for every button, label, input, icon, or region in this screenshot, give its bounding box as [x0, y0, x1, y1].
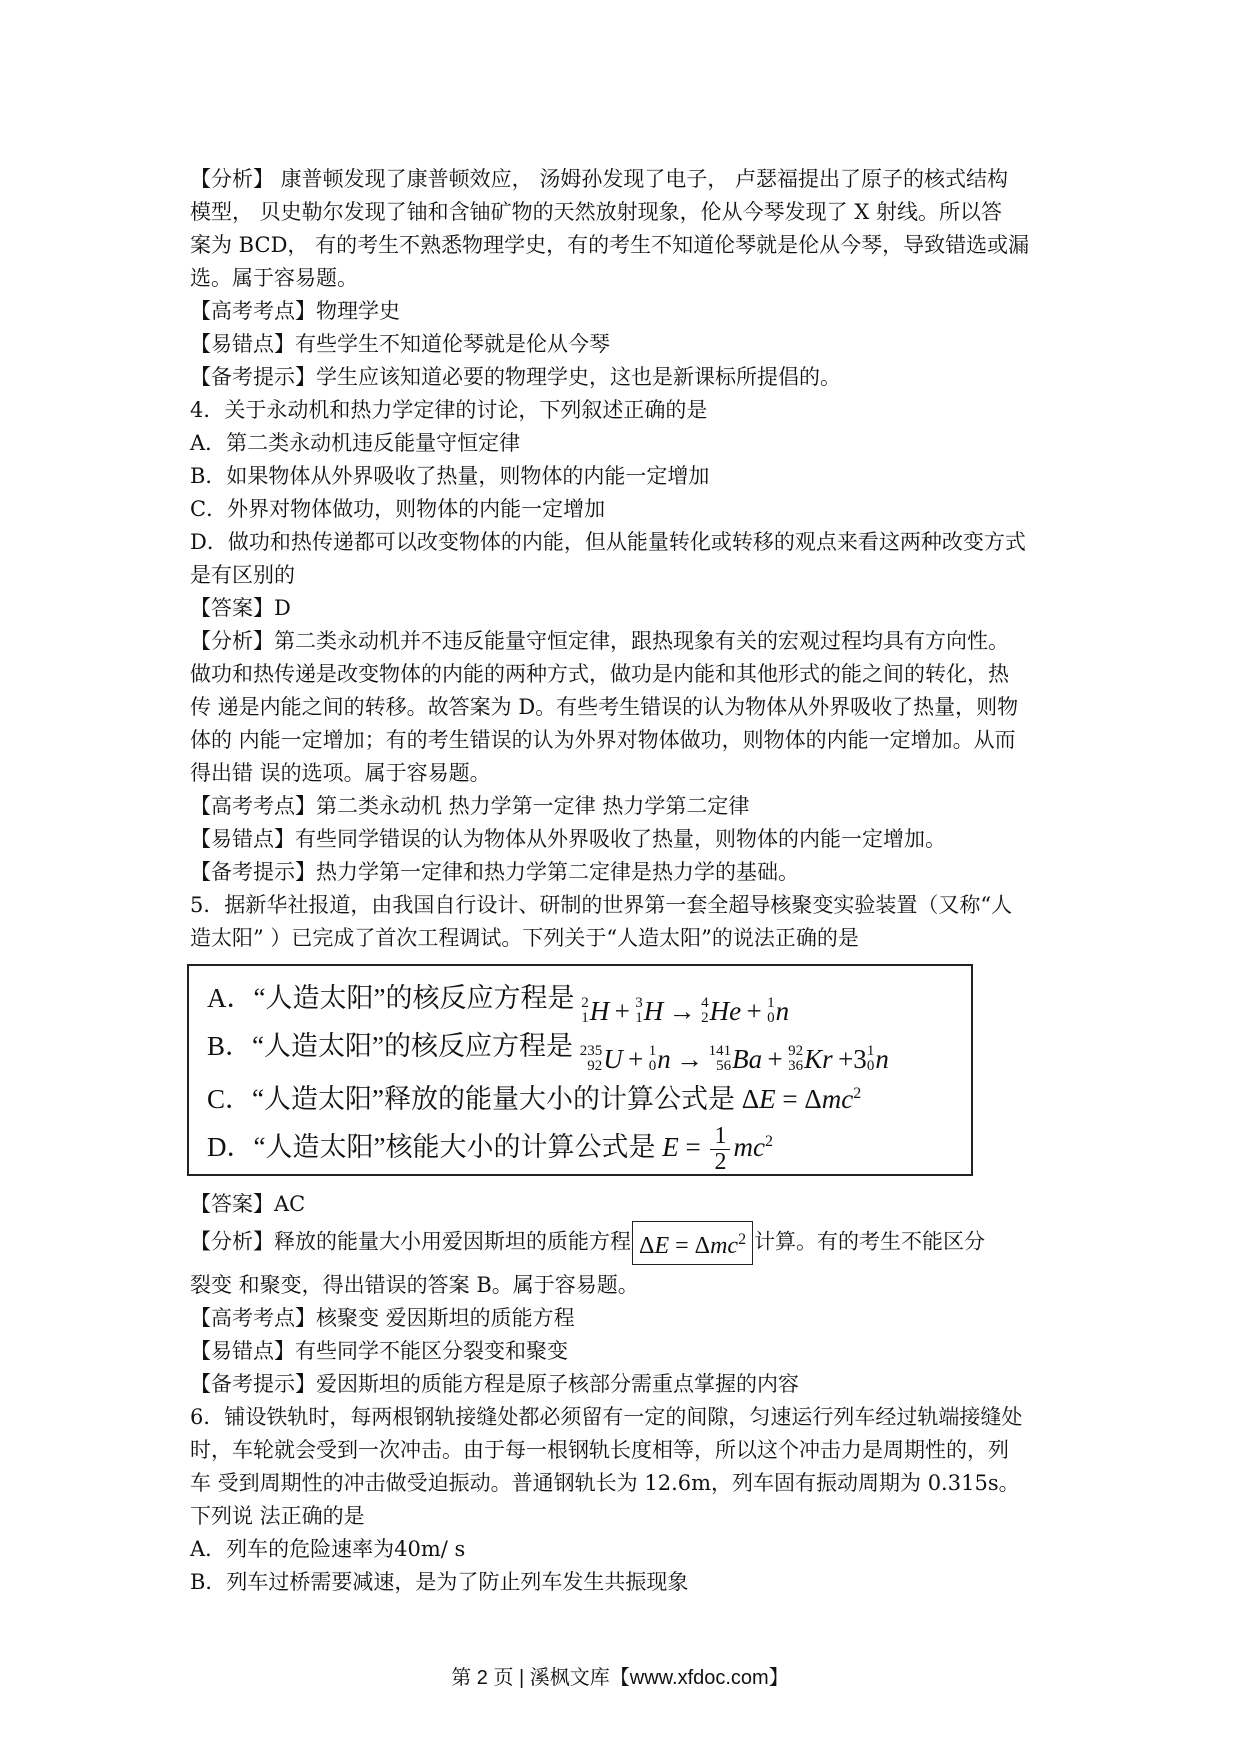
q6-option-b: B．列车过桥需要减速，是为了防止列车发生共振现象 — [190, 1570, 689, 1594]
mass-energy-equation: ΔE = Δmc$^2$ — [741, 1084, 862, 1114]
q4-analysis-line: 得出错 误的选项。属于容易题。 — [190, 761, 491, 785]
q4-analysis-line: 【分析】第二类永动机并不违反能量守恒定律，跟热现象有关的宏观过程均具有方向性。 — [190, 629, 1009, 653]
nuclear-energy-equation: E = $\frac{1}{2}$ $mc^2$ — [662, 1123, 773, 1176]
q4-option-a: A．第二类永动机违反能量守恒定律 — [190, 431, 521, 455]
q4-answer: 【答案】D — [190, 596, 291, 620]
q4-analysis-line: 传 递是内能之间的转移。故答案为 D。有些考生错误的认为物体从外界吸收了热量，则物 — [190, 695, 1019, 719]
page-content — [190, 163, 1052, 1599]
q4-analysis-line: 体的 内能一定增加；有的考生错误的认为外界对物体做功，则物体的内能一定增加。从而 — [190, 728, 1016, 752]
q5-options-box — [187, 964, 973, 1176]
q6-stem-cont: 时，车轮就会受到一次冲击。由于每一根钢轨长度相等，所以这个冲击力是周期性的，列 — [190, 1438, 1009, 1462]
q5-option-a: A．“人造太阳”的核反应方程是 2 1 H + 3 1 H → 4 2 He + 1 0 n — [207, 974, 971, 1022]
q6-stem-cont: 车 受到周期性的冲击做受迫振动。普通钢轨长为 12.6m，列车固有振动周期为 0.315s。 — [190, 1471, 1020, 1495]
q3-analysis-line: 【分析】 康普顿发现了康普顿效应， 汤姆孙发现了电子， 卢瑟福提出了原子的核式结构 — [190, 167, 1009, 191]
q5-exam-point: 【高考考点】核聚变 爱因斯坦的质能方程 — [190, 1306, 575, 1330]
q3-analysis-line: 选。属于容易题。 — [190, 266, 358, 290]
q3-exam-point: 【高考考点】物理学史 — [190, 299, 400, 323]
q5-error-point: 【易错点】有些同学不能区分裂变和聚变 — [190, 1339, 568, 1363]
q6-stem-cont: 下列说 法正确的是 — [190, 1504, 365, 1528]
q4-option-d-cont: 是有区别的 — [190, 563, 295, 587]
q5-option-d: D．“人造太阳”核能大小的计算公式是 E = $\frac{1}{2}$ $mc^2$ — [207, 1123, 773, 1176]
q3-analysis-line: 模型， 贝史勒尔发现了铀和含铀矿物的天然放射现象，伦从今琴发现了 X 射线。所以答 — [190, 200, 1002, 224]
q5-prep-tip: 【备考提示】爱因斯坦的质能方程是原子核部分需重点掌握的内容 — [190, 1372, 799, 1396]
q3-prep-tip: 【备考提示】学生应该知道必要的物理学史，这也是新课标所提倡的。 — [190, 365, 841, 389]
q5-stem-cont: 造太阳” ）已完成了首次工程调试。下列关于“人造太阳”的说法正确的是 — [190, 926, 859, 950]
page-footer: 第 2 页 | 溪枫文库【www.xfdoc.com】 — [451, 1667, 789, 1689]
q5-analysis-line: 【分析】释放的能量大小用爱因斯坦的质能方程 ΔE = Δmc$^2$ 计算。有的考生不能区分 — [190, 1221, 1052, 1265]
fission-equation: 235 92 U + 1 0 n → 141 56 Ba + 92 36 Kr +3 1 0 n — [579, 1043, 889, 1074]
q4-option-c: C．外界对物体做功，则物体的内能一定增加 — [190, 497, 606, 521]
q4-exam-point: 【高考考点】第二类永动机 热力学第一定律 热力学第二定律 — [190, 794, 750, 818]
q5-stem: 5．据新华社报道，由我国自行设计、研制的世界第一套全超导核聚变实验装置（又称“人 — [190, 893, 1013, 917]
q4-option-d: D．做功和热传递都可以改变物体的内能，但从能量转化或转移的观点来看这两种改变方式 — [190, 530, 1026, 554]
q6-option-a: A．列车的危险速率为40m/ s — [190, 1537, 466, 1561]
q3-error-point: 【易错点】有些学生不知道伦琴就是伦从今琴 — [190, 332, 610, 356]
q5-analysis-line: 裂变 和聚变，得出错误的答案 B。属于容易题。 — [190, 1273, 639, 1297]
q4-prep-tip: 【备考提示】热力学第一定律和热力学第二定律是热力学的基础。 — [190, 860, 799, 884]
mass-energy-equation-inline: ΔE = Δmc$^2$ — [632, 1221, 753, 1265]
q3-analysis-line: 案为 BCD， 有的考生不熟悉物理学史，有的考生不知道伦琴就是伦从今琴，导致错选或漏 — [190, 233, 1030, 257]
q4-error-point: 【易错点】有些同学错误的认为物体从外界吸收了热量，则物体的内能一定增加。 — [190, 827, 946, 851]
q5-option-c: C．“人造太阳”释放的能量大小的计算公式是 ΔE = Δmc$^2$ — [207, 1084, 862, 1114]
fusion-equation: 2 1 H + 3 1 H → 4 2 He + 1 0 n — [581, 995, 790, 1026]
q4-analysis-line: 做功和热传递是改变物体的内能的两种方式，做功是内能和其他形式的能之间的转化，热 — [190, 662, 1009, 686]
q4-option-b: B．如果物体从外界吸收了热量，则物体的内能一定增加 — [190, 464, 710, 488]
q5-answer: 【答案】AC — [190, 1192, 306, 1216]
q5-option-b: B．“人造太阳”的核反应方程是 235 92 U + 1 0 n → 141 56 Ba + 92 36 Kr +3 1 0 n — [207, 1022, 971, 1070]
q4-stem: 4．关于永动机和热力学定律的讨论，下列叙述正确的是 — [190, 398, 708, 422]
q6-stem: 6．铺设铁轨时，每两根钢轨接缝处都必须留有一定的间隙，匀速运行列车经过轨端接缝处 — [190, 1405, 1023, 1429]
